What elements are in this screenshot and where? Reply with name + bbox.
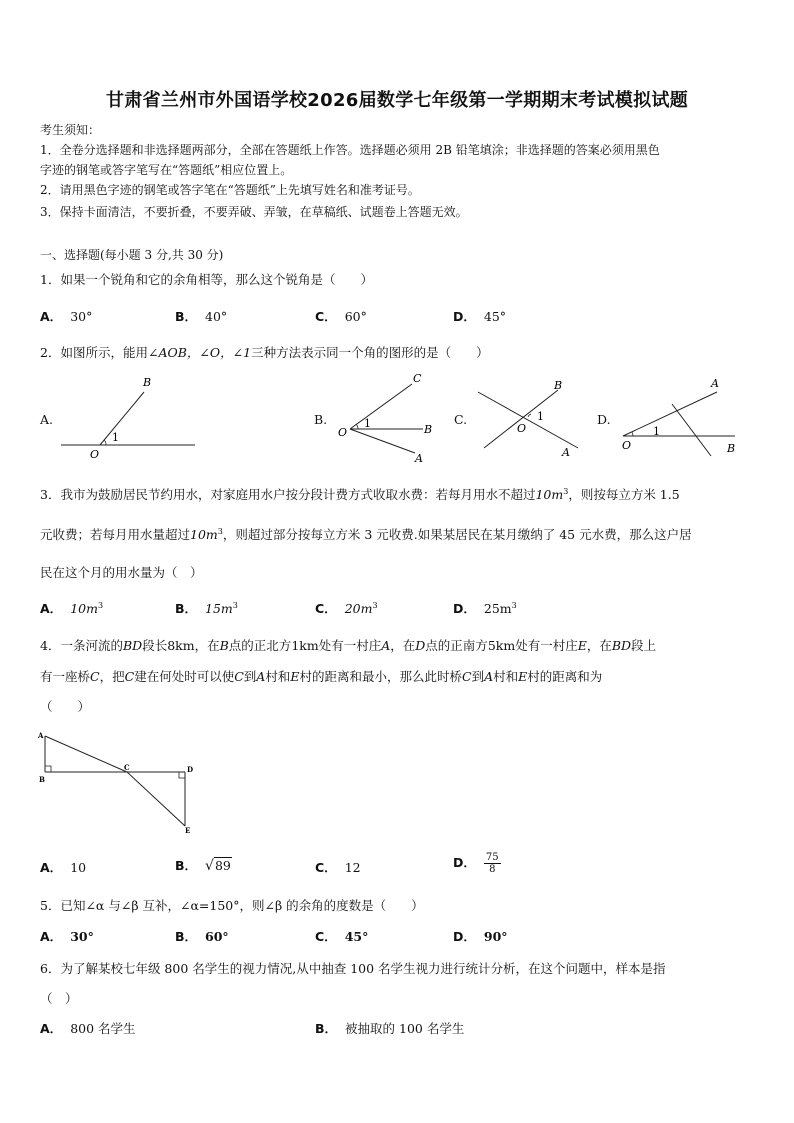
q2d-angle-1: 1 bbox=[653, 425, 660, 438]
q6-option-b: B． 被抽取的 100 名学生 bbox=[315, 1021, 465, 1036]
q2c-point-a: A bbox=[562, 446, 570, 459]
q5-option-c: C． 45° bbox=[315, 929, 369, 944]
q1-option-b: B． 40° bbox=[175, 309, 228, 324]
q5-option-a: A． 30° bbox=[40, 929, 94, 944]
notice-line-4: 3．保持卡面清洁，不要折叠，不要弄破、弄皱，在草稿纸、试题卷上答题无效。 bbox=[40, 205, 468, 219]
q3-option-a: A． $10m^3$ bbox=[40, 600, 104, 616]
q2b-point-b: B bbox=[424, 423, 433, 436]
q2b-point-a: A bbox=[415, 452, 423, 465]
q1-option-a: A． 30° bbox=[40, 309, 93, 324]
q3-line-3: 民在这个月的用水量为（ ） bbox=[40, 565, 203, 580]
q4-option-b: B． √89 bbox=[175, 858, 231, 874]
q5-option-d: D． 90° bbox=[453, 929, 508, 944]
notice-line-1: 1．全卷分选择题和非选择题两部分，全部在答题纸上作答。选择题必须用 2B 铅笔填涂；非选择题的答案必须用黑色 bbox=[40, 143, 660, 157]
q2b-point-o: O bbox=[338, 426, 348, 439]
q1-stem: 1．如果一个锐角和它的余角相等，那么这个锐角是（ ） bbox=[40, 272, 373, 287]
q4-point-a: A bbox=[38, 731, 44, 740]
q2a-point-o: O bbox=[90, 448, 100, 461]
notice-line-3: 2．请用黑色字迹的钢笔或答字笔在“答题纸”上先填写姓名和准考证号。 bbox=[40, 183, 420, 197]
q4-point-c: C bbox=[124, 763, 130, 772]
q2c-angle-1: 1 bbox=[537, 410, 544, 423]
q4-figure bbox=[32, 726, 202, 836]
q4-option-a: A． 10 bbox=[40, 860, 87, 875]
q1-option-c: C． 60° bbox=[315, 309, 367, 324]
q3-option-c: C． $20m^3$ bbox=[315, 600, 378, 616]
q2c-point-o: O bbox=[517, 422, 527, 435]
q2-label-a: A. bbox=[40, 412, 54, 427]
q2a-angle-1: 1 bbox=[112, 431, 119, 444]
notice-line-2: 字迹的钢笔或答字笔写在“答题纸”相应位置上。 bbox=[40, 163, 293, 177]
q2-label-b: B. bbox=[314, 412, 328, 427]
q2-label-d: D. bbox=[597, 412, 611, 427]
q4-option-c: C． 12 bbox=[315, 860, 361, 875]
q2-stem: 2．如图所示，能用∠AOB，∠O，∠1三种方法表示同一个角的图形的是（ ） bbox=[40, 345, 489, 360]
q4-point-d: D bbox=[187, 765, 194, 774]
q3-line-2: 元收费；若每月用水量超过$10m^3$，则超过部分按每立方米 3 元收费.如果某居民在某月缴纳了 45 元水费，那么这户居 bbox=[40, 526, 692, 542]
q2d-point-a: A bbox=[711, 377, 719, 390]
q2b-point-c: C bbox=[413, 372, 422, 385]
q2a-point-b: B bbox=[143, 376, 152, 389]
section-heading: 一、选择题(每小题 3 分,共 30 分) bbox=[40, 248, 224, 262]
q3-option-d: D． $25m^3$ bbox=[453, 600, 517, 616]
q3-line-1: 3．我市为鼓励居民节约用水，对家庭用水户按分段计费方式收取水费：若每月用水不超过$10m^3$，则按每立方米 1.5 bbox=[40, 486, 680, 502]
q4-line-2: 有一座桥C，把C建在何处时可以使C到A村和E村的距离和最小，那么此时桥C到A村和E村的距离和为 bbox=[40, 669, 603, 684]
q2-figure-b bbox=[335, 370, 445, 465]
page-title: 甘肃省兰州市外国语学校2026届数学七年级第一学期期末考试模拟试题 bbox=[106, 90, 688, 111]
q5-stem: 5．已知∠α 与∠β 互补，∠α=150°，则∠β 的余角的度数是（ ） bbox=[40, 898, 424, 913]
q4-point-e: E bbox=[185, 826, 191, 835]
q2-figure-c bbox=[470, 370, 585, 465]
q3-option-b: B． $15m^3$ bbox=[175, 600, 238, 616]
q6-line-1: 6．为了解某校七年级 800 名学生的视力情况,从中抽查 100 名学生视力进行统计分析，在这个问题中，样本是指 bbox=[40, 961, 666, 976]
q6-line-2: （ ） bbox=[40, 991, 78, 1006]
q1-option-d: D． 45° bbox=[453, 309, 507, 324]
notice-heading: 考生须知： bbox=[40, 123, 101, 137]
q4-line-3: （ ） bbox=[40, 699, 91, 714]
q2-label-c: C. bbox=[454, 412, 468, 427]
q4-option-d: D． $\frac{75}{8}$ bbox=[453, 852, 499, 875]
q4-point-b: B bbox=[39, 775, 45, 784]
q2-figure-a bbox=[55, 370, 205, 465]
q2b-angle-1: 1 bbox=[364, 417, 371, 430]
q2c-point-b: B bbox=[554, 379, 563, 392]
q2-figure-d bbox=[615, 370, 745, 465]
q6-option-a: A． 800 名学生 bbox=[40, 1021, 136, 1036]
q5-option-b: B． 60° bbox=[175, 929, 229, 944]
q4-line-1: 4．一条河流的BD段长8km，在B点的正北方1km处有一村庄A，在D点的正南方5km处有一村庄E，在BD段上 bbox=[40, 638, 657, 653]
q2d-point-o: O bbox=[622, 439, 632, 452]
q2d-point-b: B bbox=[727, 442, 736, 455]
